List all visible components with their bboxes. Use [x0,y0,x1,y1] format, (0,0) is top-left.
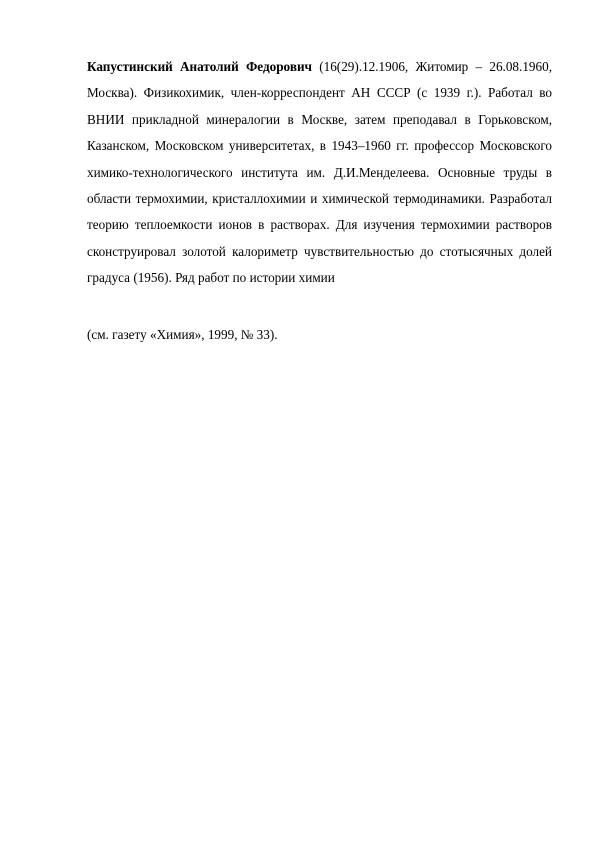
biography-paragraph [87,54,552,292]
biography-text: (16(29).12.1906, Житомир – 26.08.1960, Москва). Физикохимик, член-корреспондент АН СССР (с 1939 г.). Работал во ВНИИ прикладной минералогии в Москве, затем преподавал в Горьковском, Казанском, Московском университетах, в 1943–1960 гг. профессор Московского химико-технологического института им. Д.И.Менделеева. Основные труды в области термохимии, кристаллохимии и химической термодинамики. Разработал теорию теплоемкости ионов в растворах. Для изучения термохимии растворов сконструировал золотой калориметр чувствительностью до стотысячных долей градуса (1956). Ряд работ по истории химии [87,59,552,286]
reference-paragraph: (см. газету «Химия», 1999, № 33). [87,327,278,342]
person-name: Капустинский Анатолий Федорович [87,59,312,74]
